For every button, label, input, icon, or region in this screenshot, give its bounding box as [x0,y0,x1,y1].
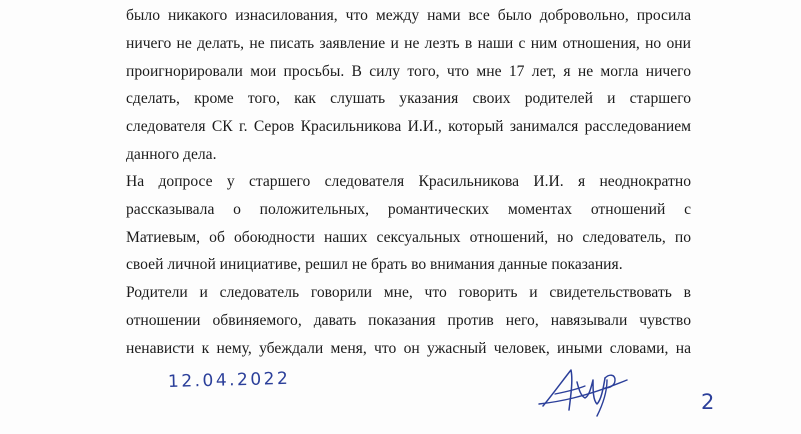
text-line: сделать, кроме того, как слушать указания своих родителей и старшего [126,90,691,108]
signature-icon [535,360,635,420]
text-line: ничего не делать, не писать заявление и не лезть в наши с ним отношения, но они [126,34,691,52]
text-line: следователя СК г. Серов Красильникова И.И., который занимался расследованием [126,118,691,136]
text-line: рассказывала о положительных, романтических моментах отношений с [126,200,691,218]
text-line: На допросе у старшего следователя Красильникова И.И. я неоднократно [126,173,691,190]
text-line: своей личной инициативе, решил не брать во внимания данные показания. [126,256,623,274]
text-line: Родители и следователь говорили мне, что говорить и свидетельствовать в [126,284,691,301]
paragraph-1 [126,2,691,169]
text-line: данного дела. [126,145,217,163]
paragraph-3 [126,279,691,362]
text-line: проигнорировали мои просьбы. В силу того, что мне 17 лет, я не могла ничего [126,62,691,80]
text-line: ненависти к нему, убеждали меня, что он ужасный человек, иными словами, на [126,339,691,357]
text-line: Матиевым, об обоюдности наших сексуальных отношений, но следователь, по [126,228,691,246]
handwritten-date: 12.04.2022 [167,368,291,392]
page-number: 2 [701,390,715,414]
text-line: было никакого изнасилования, что между нами все было добровольно, просила [126,7,691,24]
text-line: отношении обвиняемого, давать показания против него, навязывали чувство [126,311,691,329]
paragraph-2 [126,168,691,279]
